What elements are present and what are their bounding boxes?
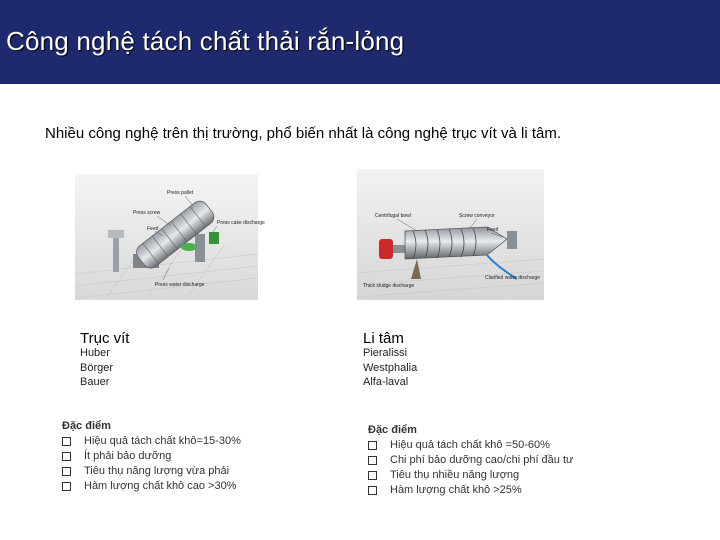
feature-text: Hàm lượng chất khô cao >30%: [84, 480, 237, 492]
feature-item: [62, 449, 241, 464]
feature-text: Hàm lượng chất khô >25%: [390, 484, 522, 496]
feature-text: Ít phải bảo dưỡng: [84, 450, 172, 462]
vendor-item: Bauer: [80, 376, 110, 388]
checkbox-bullet-icon: [62, 437, 71, 446]
feature-item: [368, 468, 573, 483]
screw-title: Trục vít: [80, 330, 130, 347]
feature-item: [62, 464, 241, 479]
feature-item: [368, 483, 573, 498]
vendor-item: Huber: [80, 347, 110, 359]
vendor-item: Westphalia: [363, 361, 418, 374]
checkbox-bullet-icon: [62, 467, 71, 476]
page-title: Công nghệ tách chất thải rắn-lỏng: [6, 26, 405, 56]
feature-text: Hiệu quả tách chất khô=15-30%: [84, 435, 241, 447]
checkbox-bullet-icon: [368, 486, 377, 495]
label-press-water-discharge: Press water discharge: [155, 282, 205, 288]
centrifuge-vendors: [363, 346, 417, 390]
screw-vendors: [80, 346, 113, 390]
feature-text: Tiêu thụ nhiều năng lượng: [390, 469, 520, 481]
label-feed: Feed: [487, 227, 499, 233]
feature-text: Tiêu thụ năng lượng vừa phải: [84, 465, 230, 477]
vendor-item: Börger: [80, 361, 114, 374]
label-thick-sludge-discharge: Thick sludge discharge: [363, 283, 415, 289]
label-screw-conveyor: Screw conveyor: [459, 213, 495, 219]
label-feed: Feed: [147, 226, 159, 232]
label-press-pallet: Press pallet: [167, 190, 194, 196]
screw-features-heading: Đặc điểm: [62, 420, 111, 432]
centrifuge-features-list: [368, 438, 573, 498]
centrifuge-image: [357, 169, 544, 300]
feature-item: [62, 479, 241, 494]
centrifuge-title: Li tâm: [363, 330, 404, 347]
label-centrifugal-bowl: Centrifugal bowl: [375, 213, 411, 219]
checkbox-bullet-icon: [62, 452, 71, 461]
vendor-item: Pieralissi: [363, 347, 408, 359]
feature-item: [368, 438, 573, 453]
feature-item: [368, 453, 573, 468]
feature-text: Chi phí bảo dưỡng cao/chi phí đầu tư: [390, 454, 574, 466]
checkbox-bullet-icon: [368, 471, 377, 480]
screw-press-image: [75, 174, 265, 300]
feature-text: Hiệu quả tách chất khô =50-60%: [390, 439, 550, 451]
checkbox-bullet-icon: [368, 441, 377, 450]
checkbox-bullet-icon: [368, 456, 377, 465]
title-bar: [0, 0, 720, 84]
feature-item: [62, 434, 241, 449]
label-clarified-water-discharge: Clarified water discharge: [485, 275, 541, 281]
intro-text: Nhiều công nghệ trên thị trường, phổ biến nhất là công nghệ trục vít và li tâm.: [45, 125, 562, 142]
checkbox-bullet-icon: [62, 482, 71, 491]
centrifuge-features-heading: Đặc điểm: [368, 424, 417, 436]
screw-features-list: [62, 434, 241, 494]
label-press-cake-discharge: Press cake discharge: [217, 220, 265, 226]
label-press-screw: Press screw: [133, 210, 161, 216]
vendor-item: Alfa-laval: [363, 376, 409, 388]
